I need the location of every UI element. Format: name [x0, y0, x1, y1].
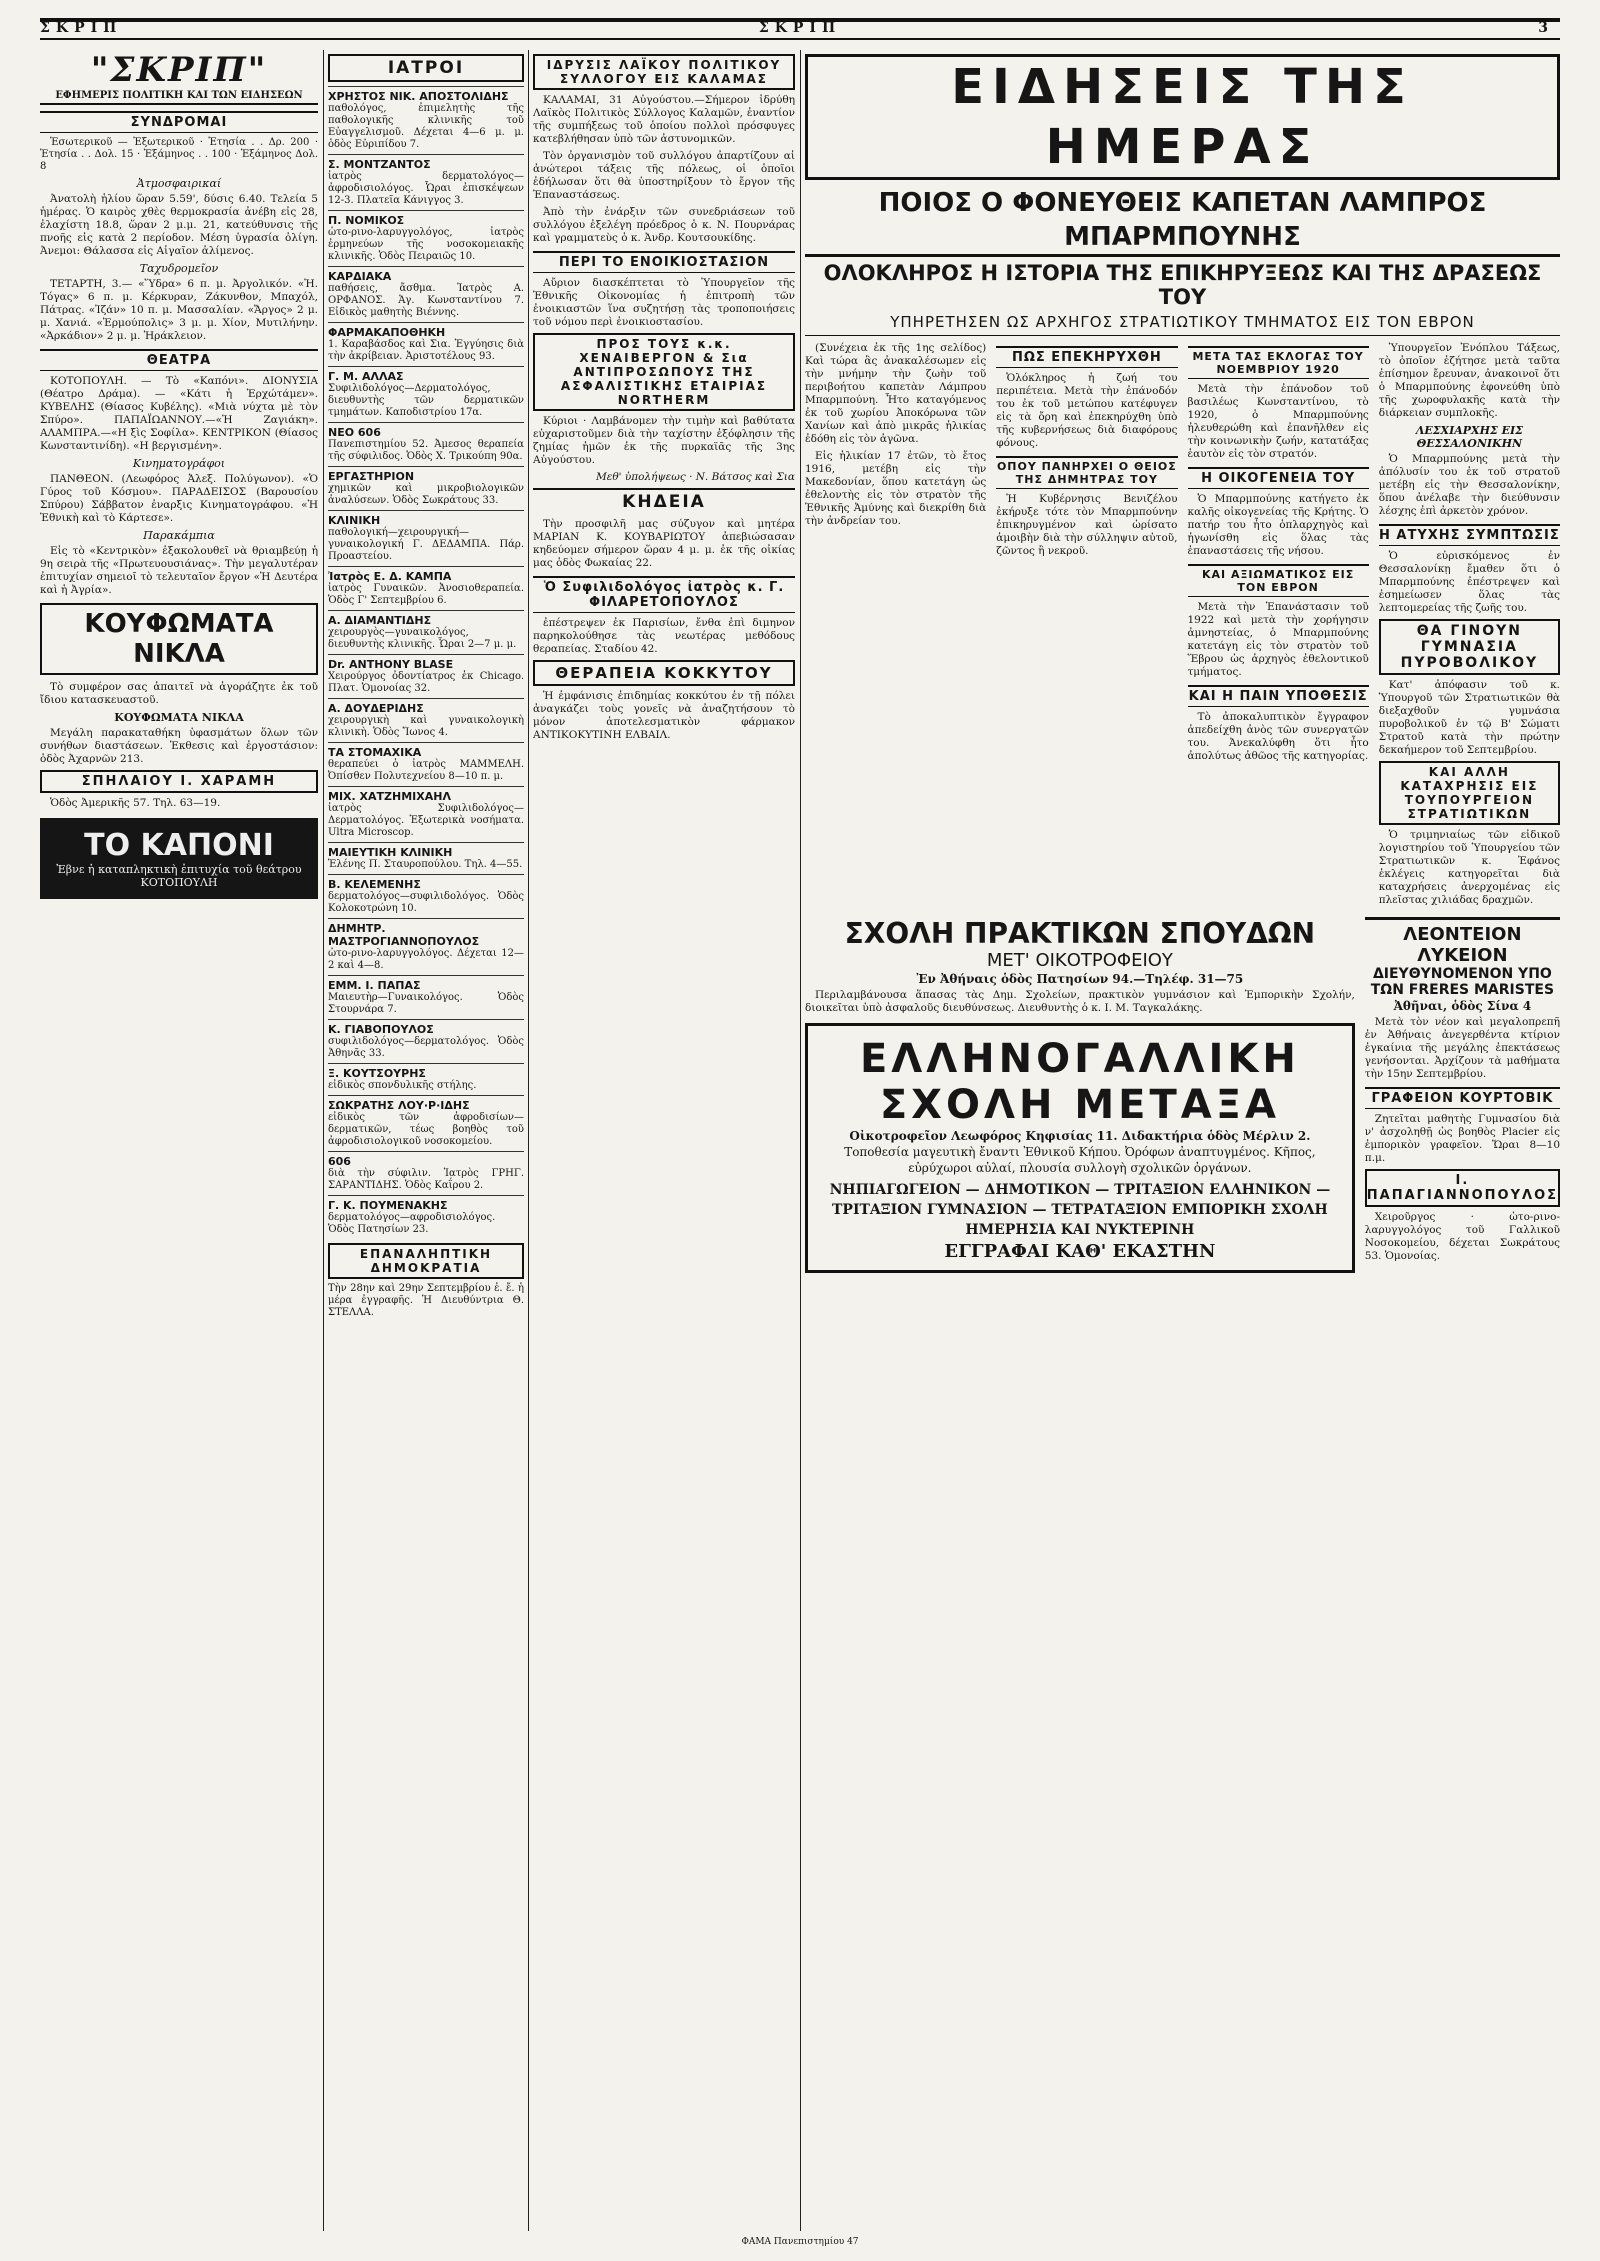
doctor-ad-name: ΚΛΙΝΙΚΗ [328, 514, 381, 527]
doctor-ad [328, 975, 524, 1019]
paper-title: "ΣΚΡΙΠ" [90, 50, 268, 90]
lycee-address: Ἀθῆναι, ὁδὸς Σίνα 4 [1393, 999, 1532, 1013]
doctor-ad [328, 366, 524, 422]
doctor-ad-name: ΣΩΚΡΑΤΗΣ ΛΟΥ·Ρ·ΙΔΗΣ [328, 1099, 470, 1112]
doctor-ad-name: ΔΗΜΗΤΡ. ΜΑΣΤΡΟΓΙΑΝΝΟΠΟΥΛΟΣ [328, 922, 480, 948]
doctor-ad-name: ΧΡΗΣΤΟΣ ΝΙΚ. ΑΠΟΣΤΟΛΙΔΗΣ [328, 90, 509, 103]
doctor-ad-body: ἰατρὸς δερματολόγος—ἀφροδισιολόγος. Ὧραι ἐπισκέψεων 12-3. Πλατεῖα Κάνιγγος 3. [328, 171, 524, 206]
doctor-ad-body: παθολογική—χειρουργική—γυναικολογική Γ. ΔΕΔΑΜΠΑ. Πάρ. Προαστείου. [328, 527, 524, 562]
charami-text: Ὁδὸς Ἀμερικῆς 57. Τηλ. 63—19. [50, 797, 221, 809]
kaponi-title: ΤΟ ΚΑΠΟΝΙ [84, 828, 274, 863]
footer: ΦΑΜΑ Πανεπιστημίου 47 [741, 2237, 859, 2247]
story-p5: Κύριοι · Λαμβάνομεν τὴν τιμὴν καὶ βαθύτατα εὐχαριστοῦμεν διὰ τὴν ταχίστην ἐξόφλησιν τῆς ζημίας ἡμῶν ἐκ τῆς πυρκαϊᾶς τῆς 3ης Αὐγούστου. [533, 415, 795, 466]
doctor-ad-name: Α. ΔΟΥΔΕΡΙΔΗΣ [328, 702, 424, 715]
lycee-title: ΛΕΟΝΤΕΙΟΝ ΛΥΚΕΙΟΝ [1365, 917, 1560, 966]
misc-title: Παρακάμπια [143, 529, 215, 542]
kaponi-ad [40, 818, 318, 899]
doctor-ad [328, 154, 524, 210]
story-h: Τὸ ἀποκαλυπτικὸν ἔγγραφον ἀπεδείχθη ἀνὸς τῶν συνεργατῶν του. Ἀνεκαλύφθη ὅτι ἦτο ἀπολύτως ἀθῶος τῆς κατηγορίας. [1187, 711, 1369, 762]
doctor-ad [328, 874, 524, 918]
doctor-ad-body: δερματολόγος—αφροδισιολόγος. Ὁδὸς Πατησίων 23. [328, 1212, 496, 1235]
doctor-ad [328, 266, 524, 322]
doctor-ad-body: Χειρούργος ὀδοντίατρος ἐκ Chicago. Πλατ. Ὁμονοίας 32. [328, 671, 524, 694]
lycee-sub: ΔΙΕΥΘΥΝΟΜΕΝΟΝ ΥΠΟ ΤΩΝ FRERES MARISTES [1370, 966, 1555, 998]
doctor-ad-body: εἰδικὸς τῶν ἀφροδισίων—δερματικῶν, τέως βοηθὸς τοῦ ἀφροδισιολογικοῦ νοσοκομείου. [328, 1112, 524, 1147]
story-l: Κατ' ἀπόφασιν τοῦ κ. Ὑπουργοῦ τῶν Στρατιωτικῶν θὰ διεξαχθοῦν γυμνάσια πυροβολικοῦ ἐν τῷ Β' Σώματι Στρατοῦ κατὰ τὴν πρώτην δεκαήμερον τοῦ Σεπτεμβρίου. [1378, 679, 1560, 756]
doctor-ad-body: δερματολόγος—συφιλιδολόγος. Ὁδὸς Κολοκοτρώνη 10. [328, 891, 524, 914]
subscriptions-text: Ἐσωτερικοῦ — Ἐξωτερικοῦ · Ἐτησία . . Δρ. 200 · Ἐτησία . . Δολ. 15 · Ἑξάμηνος . . 100 · Ἑξάμηνος Δολ. 8 [40, 137, 318, 172]
theatre-title: ΘΕΑΤΡΑ [40, 349, 318, 371]
doctor-ad-body: παθήσεις, ἄσθμα. Ἰατρὸς Α. ΟΡΦΑΝΟΣ. Ἁγ. Κωνσταντίνου 7. Εἰδικὸς μαθητὴς Βιέννης. [328, 283, 524, 318]
paper-subtitle: ΕΦΗΜΕΡΙΣ ΠΟΛΙΤΙΚΗ ΚΑΙ ΤΩΝ ΕΙΔΗΣΕΩΝ [40, 90, 318, 105]
doctor-ad-name: Κ. ΓΙΑΒΟΠΟΥΛΟΣ [328, 1023, 434, 1036]
doctor-ads [328, 86, 524, 1239]
story-f: Ὁ Μπαρμπούνης κατήγετο ἐκ καλῆς οἰκογενείας τῆς Κρήτης. Ὁ πατήρ του ἦτο ὁπλαρχηγὸς καὶ ἠγωνίσθη εἰς ὅλας τὰς ἐπαναστάσεις τῆς νήσου. [1187, 493, 1369, 557]
masthead-title: ΣΚΡΙΠ [758, 20, 842, 36]
doctor-ad-body: Ἑλένης Π. Σταυροπούλου. Τηλ. 4—55. [328, 859, 523, 870]
lower-left [805, 911, 1355, 1273]
weather-title: Ἀτμοσφαιρικαί [136, 177, 222, 190]
praktikon-title: ΣΧΟΛΗ ΠΡΑΚΤΙΚΩΝ ΣΠΟΥΔΩΝ [844, 917, 1316, 950]
head-pyrgos: ΟΠΟΥ ΠΑΝΗΡΧΕΙ Ο ΘΕΙΟΣ ΤΗΣ ΔΗΜΗΤΡΑΣ ΤΟΥ [996, 456, 1177, 489]
charami-title: ΣΠΗΛΑΙΟΥ Ι. ΧΑΡΑΜΗ [40, 770, 318, 793]
doctor-ad-body: ἰατρὸς Συφιλιδολόγος—Δερματολόγος. Ἐξωτερικὰ νοσήματα. Ultra Microscop. [328, 803, 524, 838]
column-2 [328, 50, 524, 2231]
subscriptions-title: ΣΥΝΔΡΟΜΑΙ [40, 111, 318, 133]
doctor-ad-name: Π. ΝΟΜΙΚΟΣ [328, 214, 405, 227]
column-3 [533, 50, 795, 2231]
nikla-text: Τὸ συμφέρον σας ἀπαιτεῖ νὰ ἀγοράζητε ἐκ τοῦ ἴδιου κατασκευαστοῦ. [40, 681, 318, 706]
doctor-ad-name: ΕΡΓΑΣΤΗΡΙΟΝ [328, 470, 415, 483]
metaxa-ad [805, 1023, 1355, 1273]
story-e: Μετὰ τὴν ἐπάνοδον τοῦ βασιλέως Κωνσταντίνου, τὸ 1920, ὁ Μπαρμπούνης ἠλευθερώθη καὶ ἐπανῆλθεν εἰς τὴν κοινωνικὴν ζωήν, κατατάξας ἑαυτὸν εἰς τὸν στρατόν. [1187, 383, 1369, 460]
head-family: Η ΟΙΚΟΓΕΝΕΙΑ ΤΟΥ [1188, 467, 1369, 489]
papagian-title: Ι. ΠΑΠΑΓΙΑΝΝΟΠΟΥΛΟΣ [1365, 1169, 1560, 1207]
story-columns [805, 340, 1560, 911]
papagian-text: Χειροῦργος · ὠτο-ρινο-λαρυγγολόγος τοῦ Γαλλικοῦ Νοσοκομείου, δέχεται Σωκράτους 53. Ὁμονοίας. [1364, 1211, 1560, 1262]
column-1 [40, 50, 318, 2231]
doctor-ad [328, 654, 524, 698]
nikla-title: ΚΟΥΦΩΜΑΤΑ ΝΙΚΛΑ [40, 603, 318, 675]
doctor-ad [328, 566, 524, 610]
story-col-d [1379, 340, 1560, 911]
lycee-text: Μετὰ τὸν νέον καὶ μεγαλοπρεπῆ ἐν Ἀθήναις ἀνεγερθέντα κτίριον ἐγκαίνια τῆς μεγάλης ἐπεκτάσεως γενήσονται. Ἀρχίζουν τὰ μαθήματα τὴν 15ην Σεπτεμβρίου. [1364, 1016, 1560, 1080]
head-katachrisis: ΚΑΙ ΑΛΛΗ ΚΑΤΑΧΡΗΣΙΣ ΕΙΣ ΤΟΥΠΟΥΡΓΕΙΟΝ ΣΤΡΑΤΙΩΤΙΚΩΝ [1379, 761, 1560, 825]
doctor-ad-name: Dr. ANTHONY BLASE [328, 658, 454, 671]
story-k: Ὁ εὐρισκόμενος ἐν Θεσσαλονίκῃ ἔμαθεν ὅτι ὁ Μπαρμπούνης ἐπέστρεψεν καὶ ἐσημείωσεν ὅλας τὰς λεπτομερείας τῆς ζωῆς του. [1378, 550, 1560, 614]
doctor-ad-body: ἰατρὸς Γυναικῶν. Ἀνοσιοθεραπεία. Ὁδὸς Γ' Σεπτεμβρίου 6. [328, 583, 524, 606]
metaxa-line4: ΕΓΓΡΑΦΑΙ ΚΑΘ' ΕΚΑΣΤΗΝ [944, 1241, 1216, 1262]
head-kideia: ΚΗΔΕΙΑ [533, 488, 795, 514]
head-idrysis: ΙΔΡΥΣΙΣ ΛΑΪΚΟΥ ΠΟΛΙΤΙΚΟΥ ΣΥΛΛΟΓΟΥ ΕΙΣ ΚΑΛΑΜΑΣ [533, 54, 795, 90]
doctor-ad-name: Σ. ΜΟΝΤΖΑΝΤΟΣ [328, 158, 431, 171]
doctor-ad-name: Γ. Κ. ΠΟΥΜΕΝΑΚΗΣ [328, 1199, 448, 1212]
doctor-ad [328, 842, 524, 874]
story-p7: ἐπέστρεψεν ἐκ Παρισίων, ἔνθα ἐπὶ διμηνον παρηκολούθησε τὰς νεωτέρας μεθόδους θεραπείας. Σταδίου 42. [533, 617, 795, 655]
story-d: Ἡ Κυβέρνησις Βενιζέλου ἐκήρυξε τότε τὸν Μπαρμπούνην ἐπικηρυγμένον καὶ ὡρίσατο ἀμοιβὴν διὰ τὴν σύλληψιν αὐτοῦ, ζῶντος ἢ νεκροῦ. [996, 493, 1178, 557]
metaxa-line2: Τοποθεσία μαγευτικὴ ἔναντι Ἐθνικοῦ Κήπου. Ὀρόφων ἀναπτυγμένος. Κῆπος, εὐρύχωροι αὐλαί, πλουσία συλλογὴ σχολικῶν ὀργάνων. [844, 1145, 1316, 1175]
head-filaretopoulos: Ὁ Συφιλιδολόγος ἰατρὸς κ. Γ. ΦΙΛΑΡΕΤΟΠΟΥΛΟΣ [533, 576, 795, 613]
doctor-ad-name: Α. ΔΙΑΜΑΝΤΙΔΗΣ [328, 614, 432, 627]
metaxa-line3: ΝΗΠΙΑΓΩΓΕΙΟΝ — ΔΗΜΟΤΙΚΟΝ — ΤΡΙΤΑΞΙΟΝ ΕΛΛΗΝΙΚΟΝ — ΤΡΙΤΑΞΙΟΝ ΓΥΜΝΑΣΙΟΝ — ΤΕΤΡΑΤΑΞΙΟΝ ΕΜΠΟΡΙΚΗ ΣΧΟΛΗ ΗΜΕΡΗΣΙΑ ΚΑΙ ΝΥΚΤΕΡΙΝΗ [829, 1182, 1331, 1238]
story-p3: Ἀπὸ τὴν ἐνάρξιν τῶν συνεδριάσεων τοῦ συλλόγου ἐξελέγη πρόεδρος ὁ κ. Ν. Πουρνάρας καὶ γραμματεὺς ὁ κ. Ἀνδρ. Κουτσουκίδης. [533, 206, 795, 244]
doctor-ad-body: ὠτο-ρινο-λαρυγγολόγος. Δέχεται 12—2 καὶ 4—8. [328, 948, 524, 971]
story-b: Εἰς ἡλικίαν 17 ἐτῶν, τὸ ἔτος 1916, μετέβη εἰς τὴν Μακεδονίαν, ὅπου κατετάγη ὡς ἐθελοντὴς εἰς τὸν στρατὸν τῆς Ἐθνικῆς Ἀμύνης καὶ διεκρίθη διὰ τὴν ἀνδρείαν του. [805, 450, 987, 527]
doctor-ad [328, 466, 524, 510]
doctor-ad-name: ΦΑΡΜΑΚΑΠΟΘΗΚΗ [328, 326, 446, 339]
doctor-ad-body: παθολόγος, ἐπιμελητὴς τῆς παθολογικῆς κλινικῆς τοῦ Εὐαγγελισμοῦ. Δέχεται 4—6 μ. μ. ὁδὸς Εὐριπίδου 7. [328, 103, 524, 150]
head-case: ΚΑΙ Η ΠΑΙΝ ΥΠΟΘΕΣΙΣ [1188, 685, 1369, 707]
story-c: Ὁλόκληρος ἡ ζωή του περιπέτεια. Μετὰ τὴν ἐπάνοδόν του ἐκ τοῦ μετώπου κατέφυγεν εἰς τὰ ὄρη καὶ ἐπεκηρύχθη ὑπὸ τῆς κυβερνήσεως διὰ διαφόρους φόνους. [996, 372, 1178, 449]
school-title: ΕΠΑΝΑΛΗΠΤΙΚΗ ΔΗΜΟΚΡΑΤΙΑ [328, 1243, 524, 1279]
cinema-title: Κινηματογράφοι [132, 457, 226, 470]
doctor-ad-body: ὠτο-ρινο-λαρυγγολόγος, ἰατρὸς ἐρμηνεύων τῆς νοσοκομειακῆς κλινικῆς. Ὁδὸς Πειραιῶς 10. [328, 227, 524, 262]
doctor-ad-name: ΕΜΜ. Ι. ΠΑΠΑΣ [328, 979, 421, 992]
column-4 [805, 50, 1560, 2231]
doctor-ad-name: ΜΙΧ. ΧΑΤΖΗΜΙΧΑΗΛ [328, 790, 451, 803]
story-sign: Μεθ' ὑπολήψεως · Ν. Βάτσος καὶ Σια [595, 471, 795, 483]
column-rule [800, 50, 801, 2231]
doctor-ad [328, 86, 524, 154]
doctor-ad-name: ΜΑΙΕΥΤΙΚΗ ΚΛΙΝΙΚΗ [328, 846, 453, 859]
doctor-ad-body: χειρουργὸς—γυναικολόγος, διευθυντὴς κλινικῆς. Ὧραι 2—7 μ. μ. [328, 627, 517, 650]
sign-thessaloniki: ΛΕΣΧΙΑΡΧΗΣ ΕΙΣ ΘΕΣΣΑΛΟΝΙΚΗΝ [1415, 424, 1523, 450]
weather-text: Ἀνατολὴ ἡλίου ὥραν 5.59', δύσις 6.40. Τελεία 5 ἡμέρας. Ὁ καιρὸς χθὲς θερμοκρασία ἀνέβη εἰς 28, ἐλαχίστη 18.8, ὥραν 2 μ.μ. 21, κατεύθυνσις τῆς πνοῆς εἰς κατὰ 2 περίοδον. Μέση ὑγρασία ὀλίγη. Ἀνεμοι: Θάλασσα εἰς Αἰγαῖον ἀλίμενος. [40, 193, 318, 257]
doctor-ad-name: Ἰατρὸς Ε. Δ. ΚΑΜΠΑ [328, 570, 452, 583]
doctor-ad-body: εἰδικὸς σπονδυλικῆς στήλης. [328, 1080, 477, 1091]
doctor-ad-body: Πανεπιστημίου 52. Ἀμεσος θεραπεία τῆς σύφιλιδος. Ὁδὸς Χ. Τρικούπη 90α. [328, 439, 524, 462]
masthead [40, 18, 1560, 40]
story-p8: Ἡ ἐμφάνισις ἐπιδημίας κοκκύτου ἐν τῇ πόλει ἀναγκάζει τοὺς γονεῖς νὰ ἀναζητήσουν τὸ μόνον ἀποτελεσματικὸν φάρμακον ΑΝΤΙΚΟΚΥΤΙΝΗ ΕΛΒΑΙΛ. [533, 690, 795, 741]
column-rule [323, 50, 324, 2231]
doctor-ad-body: διὰ τὴν σύφιλιν. Ἰατρὸς ΓΡΗΓ. ΣΑΡΑΝΤΙΔΗΣ. Ὁδὸς Καΐρου 2. [328, 1168, 524, 1191]
doctor-ad [328, 786, 524, 842]
nikla-body: Μεγάλη παρακαταθήκη ὑφασμάτων ὅλων τῶν συνήθων διαστάσεων. Ἐκθεσις καὶ ἐργοστάσιον: ὁδὸς Ἀχαρνῶν 213. [40, 727, 318, 765]
doctor-ad-body: χειρουργικὴ καὶ γυναικολογικὴ κλινικὴ. Ὁδὸς Ἴωνος 4. [328, 715, 524, 738]
headline-sub2: ΥΠΗΡΕΤΗΣΕΝ ΩΣ ΑΡΧΗΓΟΣ ΣΤΡΑΤΙΩΤΙΚΟΥ ΤΜΗΜΑΤΟΣ ΕΙΣ ΤΟΝ ΕΒΡΟΝ [805, 313, 1560, 336]
page-number: 3 [1538, 20, 1554, 36]
doctor-ad [328, 698, 524, 742]
praktikon-text: Περιλαμβάνουσα ἅπασας τὰς Δημ. Σχολείων, πρακτικὸν γυμνάσιον καὶ Ἐμπορικὴν Σχολήν, διοικεῖται ὑπὸ ἀσφαλοῦς διευθύνσεως. Διευθυντὴς ὁ κ. Ι. Μ. Ταγκαλάκης. [805, 989, 1355, 1014]
doctor-ad-body: Συφιλιδολόγος—Δερματολόγος, διευθυντὴς τῶν δερματικῶν τμημάτων. Καποδιστρίου 17α. [328, 383, 524, 418]
doctor-ad-name: Β. ΚΕΛΕΜΕΝΗΣ [328, 878, 421, 891]
head-enoikiostasion: ΠΕΡΙ ΤΟ ΕΝΟΙΚΙΟΣΤΑΣΙΟΝ [533, 251, 795, 273]
story-i: Ὑπουργεῖον Ἐνόπλου Τάξεως, τὸ ὁποῖον ἐζήτησε μετὰ ταῦτα ἐπίσημον ἔρευναν, ἀνακοινοῖ ὅτι ὁ Μπαρμπούνης ἐφονεύθη ὑπὸ τῆς χωροφυλακῆς κατὰ τὴν διάρκειαν συμπλοκῆς. [1378, 342, 1560, 419]
doctor-ad-body: 1. Καραβάσδος καὶ Σια. Ἐγγύησις διὰ τὴν ἀκρίβειαν. Ἀριστοτέλους 93. [328, 339, 524, 362]
school-text: Τὴν 28ην καὶ 29ην Σεπτεμβρίου ἐ. ἔ. ἡ μέρα ἐγγραφῆς. Ἡ Διευθύντρια Θ. ΣΤΕΛΛΑ. [328, 1283, 524, 1318]
story-p1: ΚΑΛΑΜΑΙ, 31 Αὐγούστου.—Σήμερον ἱδρύθη Λαϊκὸς Πολιτικὸς Σύλλογος Καλαμῶν, ἐναντίον τῆς συμπήξεως τοῦ ὁποίου πολλοὶ πρόσφυγες κατεβλήθησαν ὑπὸ τῶν ἀστυνομικῶν. [533, 94, 795, 145]
doctor-ad [328, 1195, 524, 1239]
doctor-ad [328, 742, 524, 786]
lower-right [1365, 911, 1560, 1273]
story-p2: Τὸν ὀργανισμὸν τοῦ συλλόγου ἀπαρτίζουν αἱ ἀνώτεροι τάξεις τῆς πόλεως, οἱ ὁποῖοι ἐδήλωσαν ὅτι θὰ ὑποστηρίξουν τὸ ἔργον τῆς Ἐπαναστάσεως. [533, 150, 795, 201]
lower-section [805, 911, 1560, 1273]
doctor-ad [328, 422, 524, 466]
doctors-title: ΙΑΤΡΟΙ [328, 54, 524, 82]
story-j: Ὁ Μπαρμπούνης μετὰ τὴν ἀπόλυσίν του ἐκ τοῦ στρατοῦ μετέβη εἰς τὴν Θεσσαλονίκην, ὅπου ἀνέλαβε τὴν διεύθυνσιν λέσχης ἐπὶ ἀρκετὸν χρόνον. [1378, 453, 1560, 517]
praktikon-address: Ἐν Ἀθήναις ὁδὸς Πατησίων 94.—Τηλέφ. 31—75 [916, 972, 1244, 986]
metaxa-line1: Οἰκοτροφεῖον Λεωφόρος Κηφισίας 11. Διδακτήρια ὁδὸς Μέρλιν 2. [849, 1129, 1311, 1143]
story-g: Μετὰ τὴν Ἐπανάστασιν τοῦ 1922 καὶ μετὰ τὴν χορήγησιν ἀμνηστείας, ὁ Μπαρμπούνης κατετάγη εἰς τὸν στρατὸν τοῦ Ἕβρου ὡς ἀρχηγὸς ἐθελοντικοῦ τμήματος. [1187, 601, 1369, 678]
story-p4: Αὔριον διασκέπτεται τὸ Ὑπουργεῖον τῆς Ἐθνικῆς Οἰκονομίας ἡ ἐπιτροπὴ τῶν ἐνοικιαστῶν ἵνα συζητήσῃ τὰς τροποποιήσεις τοῦ νόμου περὶ ἐνοικιοστασίου. [533, 277, 795, 328]
news-of-the-day-header: ΕΙΔΗΣΕΙΣ ΤΗΣ ΗΜΕΡΑΣ [805, 54, 1560, 180]
doctor-ad [328, 918, 524, 975]
head-tyxi: Η ΑΤΥΧΗΣ ΣΥΜΠΤΩΣΙΣ [1379, 524, 1560, 546]
doctor-ad-body: χημικῶν καὶ μικροβιολογικῶν ἀναλύσεων. Ὁδὸς Σωκράτους 33. [328, 483, 524, 506]
doctor-ad [328, 1063, 524, 1095]
praktikon-sub: ΜΕΤ' ΟΙΚΟΤΡΟΦΕΙΟΥ [986, 950, 1173, 971]
headline-sub1: ΟΛΟΚΛΗΡΟΣ Η ΙΣΤΟΡΙΑ ΤΗΣ ΕΠΙΚΗΡΥΞΕΩΣ ΚΑΙ ΤΗΣ ΔΡΑΣΕΩΣ ΤΟΥ [823, 261, 1542, 309]
masthead-left: ΣΚΡΙΠ [40, 20, 123, 36]
theatre-text: ΚΟΤΟΠΟΥΛΗ. — Τὸ «Καπόνι». ΔΙΟΝΥΣΙΑ (Θέατρο Δράμα). — «Κάτι ἡ Ἑρχώτάμεν». ΚΥΒΕΛΗΣ (Θίασος Κυβέλης). «Μιὰ νύχτα μὲ τὸν Σπύρο». ΠΑΠΑΪΩΑΝΝΟΥ.—«Ἡ Ζαγιάκη». ΑΛΑΜΠΡΑ.—«Η ξὶς Σοφίλα». ΚΕΝΤΡΙΚΟΝ (Θίασος Κωνσταντινίδη). «Η βεργισμένη». [40, 375, 318, 452]
doctor-ad [328, 610, 524, 654]
doctor-ad-name: 606 [328, 1155, 351, 1168]
head-evros: ΚΑΙ ΑΞΙΩΜΑΤΙΚΟΣ ΕΙΣ ΤΟΝ ΕΒΡΟΝ [1188, 564, 1369, 597]
misc-text: Εἰς τὸ «Κεντρικὸν» ἐξακολουθεῖ νὰ θριαμβεύῃ ἡ 9η σειρὰ τῆς «Πρωτευουσιάνας». Τὴν μεγαλυτέραν ἐπιτυχίαν σημειοῖ τὸ τελευταῖον ἔργον «Ἡ Δευτέρα καὶ ἡ Ἀγρία». [40, 545, 318, 596]
post-text: ΤΕΤΑΡΤΗ, 3.— «Ὕδρα» 6 π. μ. Ἀργολικόν. «Ἡ. Τόγας» 6 π. μ. Κέρκυραν, Ζάκυνθον, Μπαχόλ, Πάτρας. «Ἰζάν» 10 π. μ. Μασσαλίαν. «Ἄργος» 2 μ. μ. Χανιά. «Ἐρμούπολις» 3 μ. μ. Χίον, Μυτιλήνην. «Ἀρκάδιον» 2 μ. μ. Ἡράκλειον. [40, 278, 318, 342]
cinema-text: ΠΑΝΘΕΟΝ. (Λεωφόρος Ἀλεξ. Πολύγωνον). «Ὁ Γύρος τοῦ Κόσμου». ΠΑΡΑΔΕΙΣΟΣ (Βαρουσίου Σπύρου) Σάββατον ἐναρξις Κινηματογράφου. «Ἡ Ἐθνικὴ καὶ τὸ Κάρτεσε». [40, 473, 318, 524]
column-rule [528, 50, 529, 2231]
story-m: Ὁ τριμηνιαίως τῶν εἰδικοῦ λογιστηρίου τοῦ Ὑπουργείου τῶν Στρατιωτικῶν κ. Ἐφάνος ἐκλέγεις κατηγορεῖται διὰ καταχρήσεις ἀνερχομένας εἰς πλεῖστας χιλιάδας δραχμῶν. [1378, 829, 1560, 906]
story-col-b [996, 340, 1177, 911]
head-gymnasia: ΘΑ ΓΙΝΟΥΝ ΓΥΜΝΑΣΙΑ ΠΥΡΟΒΟΛΙΚΟΥ [1379, 619, 1560, 675]
post-title: Ταχυδρομεῖον [139, 262, 219, 275]
doctor-ad [328, 510, 524, 566]
doctor-ad-name: Ξ. ΚΟΥΤΣΟΥΡΗΣ [328, 1067, 426, 1080]
head-northerm: ΠΡΟΣ ΤΟΥΣ κ.κ. ΧΕΝΑΙΒΕΡΓΟΝ & Σια ΑΝΤΙΠΡΟΣΩΠΟΥΣ ΤΗΣ ΑΣΦΑΛΙΣΤΙΚΗΣ ΕΤΑΙΡΙΑΣ NORTHERM [533, 333, 795, 411]
kaponi-text: Ἐβνε ἡ καταπληκτικὴ ἐπιτυχία τοῦ θεάτρου ΚΟΤΟΠΟΥΛΗ [56, 863, 302, 889]
kourtovik-title: ΓΡΑΦΕΙΟΝ ΚΟΥΡΤΟΒΙΚ [1365, 1087, 1560, 1109]
doctor-ad [328, 210, 524, 266]
doctor-ad-name: Γ. Μ. ΑΛΛΑΣ [328, 370, 404, 383]
doctor-ad [328, 1095, 524, 1151]
doctor-ad-body: Μαιευτὴρ—Γυναικολόγος. Ὁδὸς Στουρνάρα 7. [328, 992, 524, 1015]
doctor-ad [328, 1151, 524, 1195]
doctor-ad-name: ΚΑΡΔΙΑΚΑ [328, 270, 392, 283]
head-1920: ΜΕΤΑ ΤΑΣ ΕΚΛΟΓΑΣ ΤΟΥ ΝΟΕΜΒΡΙΟΥ 1920 [1188, 346, 1369, 379]
story-col-a [805, 340, 986, 911]
story-a: (Συνέχεια ἐκ τῆς 1ης σελίδος) Καὶ τώρα ἂς ἀνακαλέσωμεν εἰς τὴν μνήμην τὴν ζωὴν τοῦ περιβοήτου καπετὰν Λάμπρου Μπαρμπούνη. Ἦτο καταγόμενος ἐκ τοῦ χωρίου Ἀποκόρωνα τῶν Χανίων καὶ ἀπὸ μικρᾶς ἡλικίας ἐδόθη εἰς τὸν ἀγῶνα. [805, 342, 987, 445]
headline: ΠΟΙΟΣ Ο ΦΟΝΕΥΘΕΙΣ ΚΑΠΕΤΑΝ ΛΑΜΠΡΟΣ ΜΠΑΡΜΠΟΥΝΗΣ [805, 186, 1560, 257]
doctor-ad-name: ΤΑ ΣΤΟΜΑΧΙΚΑ [328, 746, 422, 759]
doctor-ad [328, 1019, 524, 1063]
doctor-ad-name: ΝΕΟ 606 [328, 426, 381, 439]
metaxa-title: ΕΛΛΗΝΟΓΑΛΛΙΚΗ ΣΧΟΛΗ ΜΕΤΑΞΑ [859, 1036, 1300, 1128]
story-p6: Τὴν προσφιλῆ μας σύζυγον καὶ μητέρα ΜΑΡΙΑΝ Κ. ΚΟΥΒΑΡΙΩΤΟΥ ἀπεβιώσασαν κηδεύομεν σήμερον ὥραν 4 μ. μ. ἐκ τῆς οἰκίας μας ὁδὸς Φωκαίας 22. [533, 518, 795, 569]
nikla-sub: ΚΟΥΦΩΜΑΤΑ ΝΙΚΛΑ [114, 711, 244, 724]
doctor-ad-body: συφιλιδολόγος—δερματολόγος. Ὁδὸς Ἀθηνᾶς 33. [328, 1036, 524, 1059]
kourtovik-text: Ζητεῖται μαθητὴς Γυμνασίου διὰ ν' ἀσχοληθῇ ὡς βοηθὸς Placier εἰς ἐμπορικὸν γραφεῖον. Ὥραι 8—10 π.μ. [1364, 1113, 1560, 1164]
head-epikiryxi: ΠΩΣ ΕΠΕΚΗΡΥΧΘΗ [996, 346, 1177, 368]
story-col-c [1188, 340, 1369, 911]
doctor-ad [328, 322, 524, 366]
doctor-ad-body: θεραπεύει ὁ ἰατρὸς ΜΑΜΜΕΛΗ. Ὀπίσθεν Πολυτεχνείου 8—10 π. μ. [328, 759, 524, 782]
head-kokkytou: ΘΕΡΑΠΕΙΑ ΚΟΚΚΥΤΟΥ [533, 660, 795, 686]
